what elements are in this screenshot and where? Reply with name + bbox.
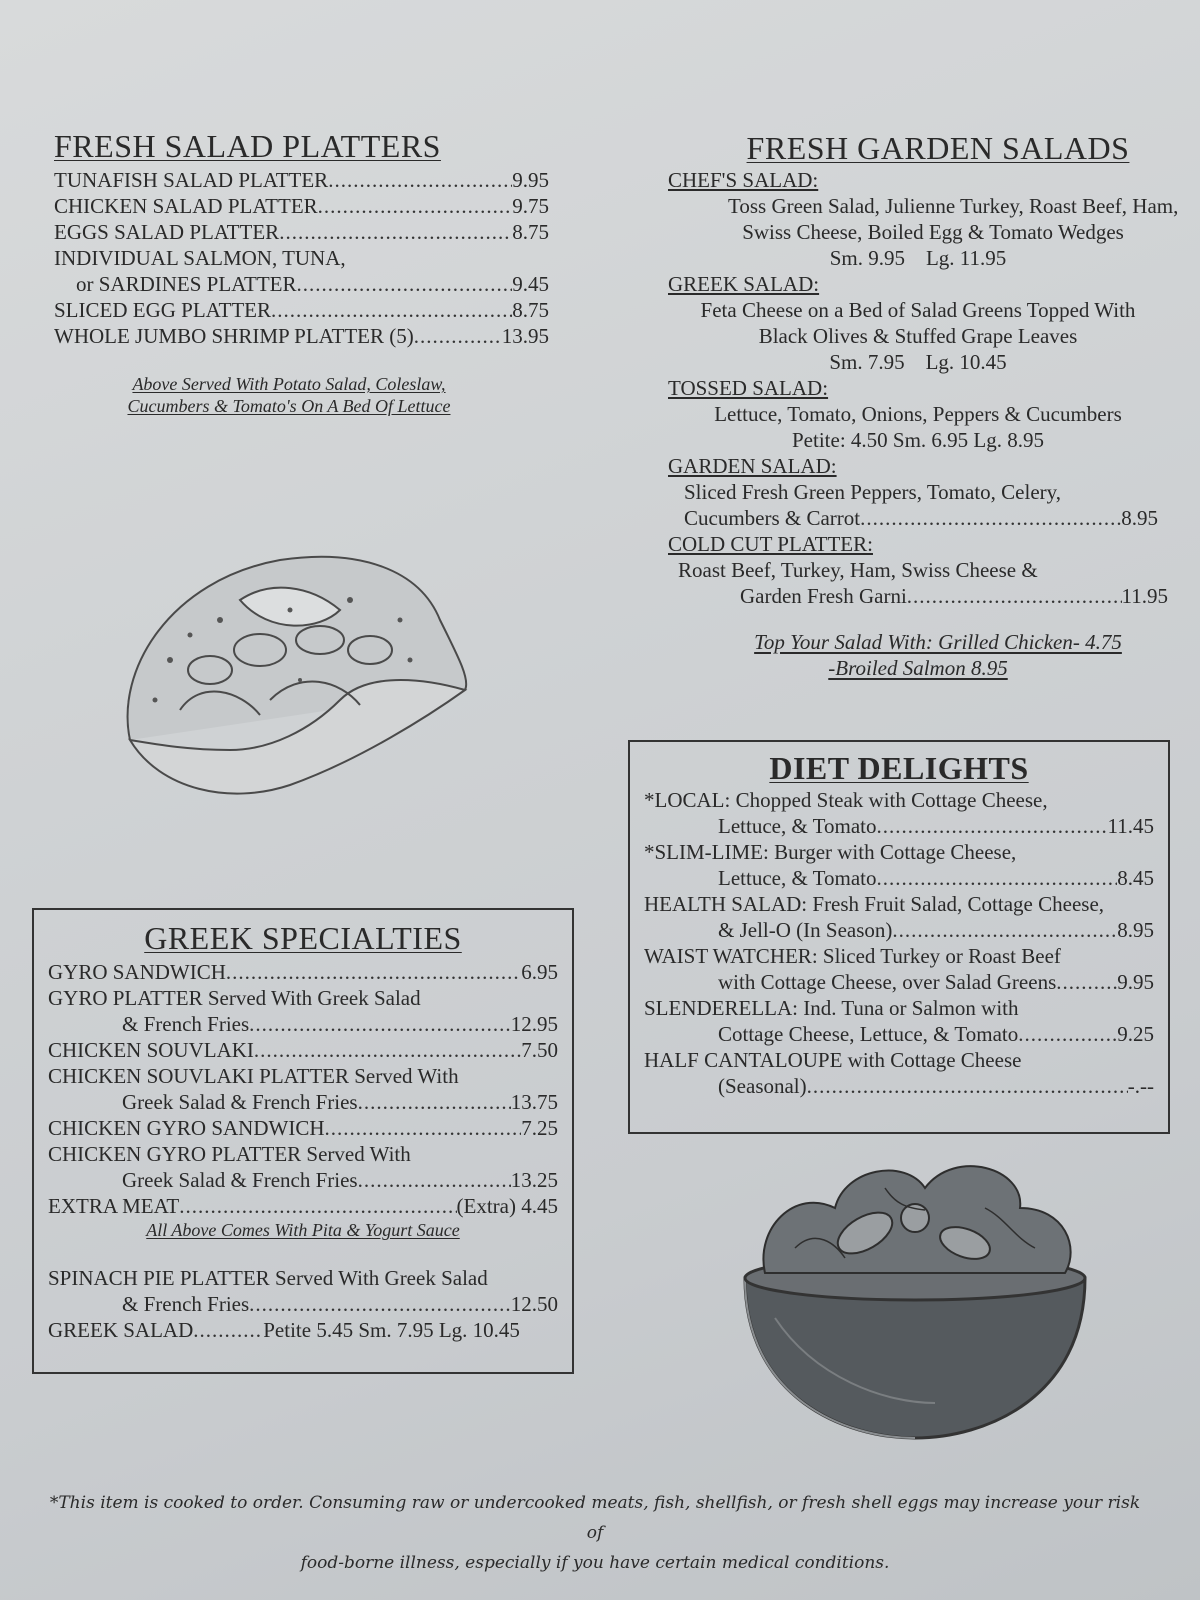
greek-salad-desc: Feta Cheese on a Bed of Salad Greens Topped With xyxy=(700,298,1136,322)
item-price: -.-- xyxy=(1127,1074,1154,1098)
item-name: Cottage Cheese, Lettuce, & Tomato xyxy=(718,1022,1019,1046)
menu-item xyxy=(54,297,549,323)
topping-note: -Broiled Salmon 8.95 xyxy=(828,656,1008,680)
item-price: 9.25 xyxy=(1117,1022,1154,1046)
tossed-salad-prices: Petite: 4.50 Sm. 6.95 Lg. 8.95 xyxy=(792,428,1044,452)
menu-item xyxy=(644,1073,1154,1099)
item-name: Lettuce, & Tomato xyxy=(718,814,877,838)
item-name: EGGS SALAD PLATTER xyxy=(54,220,280,244)
cold-cut-heading: COLD CUT PLATTER: xyxy=(668,532,873,556)
menu-item xyxy=(668,505,1168,531)
item-name: CHICKEN GYRO SANDWICH xyxy=(48,1116,325,1140)
item-name: HALF CANTALOUPE with Cottage Cheese xyxy=(644,1048,1022,1072)
chefs-salad-heading: CHEF'S SALAD: xyxy=(668,168,819,192)
item-price: 13.95 xyxy=(501,324,549,348)
salad-platters-title: FRESH SALAD PLATTERS xyxy=(54,128,441,164)
item-name: *LOCAL: Chopped Steak with Cottage Cheese, xyxy=(644,788,1048,812)
topping-note: Top Your Salad With: Grilled Chicken- 4.75 xyxy=(754,630,1122,654)
item-name: Garden Fresh Garni xyxy=(740,584,907,608)
item-name: CHICKEN SOUVLAKI xyxy=(48,1038,254,1062)
menu-item xyxy=(668,583,1168,609)
item-name: GYRO SANDWICH xyxy=(48,960,226,984)
item-price: 7.50 xyxy=(521,1038,558,1062)
note-line: Cucumbers & Tomato's On A Bed Of Lettuce xyxy=(127,396,451,416)
salad-bowl-illustration xyxy=(735,1148,1095,1448)
menu-item xyxy=(48,1089,558,1115)
greek-salad-prices: Sm. 7.95 Lg. 10.45 xyxy=(829,350,1007,374)
item-price: 8.95 xyxy=(1121,506,1158,530)
garden-salads-section xyxy=(668,130,1179,681)
item-name: HEALTH SALAD: Fresh Fruit Salad, Cottage Cheese, xyxy=(644,892,1105,916)
item-name: WAIST WATCHER: Sliced Turkey or Roast Beef xyxy=(644,944,1061,968)
menu-item xyxy=(54,323,549,349)
item-name: & French Fries xyxy=(122,1292,250,1316)
menu-item xyxy=(48,1037,558,1063)
menu-item xyxy=(644,1021,1154,1047)
menu-item xyxy=(54,271,549,297)
item-name: & French Fries xyxy=(122,1012,250,1036)
item-price: 9.95 xyxy=(512,168,549,192)
menu-item xyxy=(54,193,549,219)
item-name: SPINACH PIE PLATTER Served With Greek Salad xyxy=(48,1266,488,1290)
item-name: GYRO PLATTER Served With Greek Salad xyxy=(48,986,421,1010)
menu-item xyxy=(644,969,1154,995)
menu-item xyxy=(48,1167,558,1193)
item-price: 9.45 xyxy=(512,272,549,296)
item-name: with Cottage Cheese, over Salad Greens xyxy=(718,970,1057,994)
item-price: 13.25 xyxy=(510,1168,558,1192)
menu-item xyxy=(644,865,1154,891)
item-price: 6.95 xyxy=(521,960,558,984)
item-name: (Seasonal) xyxy=(718,1074,807,1098)
greek-salad-heading: GREEK SALAD: xyxy=(668,272,820,296)
item-name: EXTRA MEAT xyxy=(48,1194,180,1218)
item-name: *SLIM-LIME: Burger with Cottage Cheese, xyxy=(644,840,1017,864)
greek-specialties-box xyxy=(32,908,574,1374)
menu-item xyxy=(54,219,549,245)
item-price: 12.95 xyxy=(510,1012,558,1036)
cold-cut-desc: Roast Beef, Turkey, Ham, Swiss Cheese & xyxy=(678,558,1038,582)
chefs-salad-prices: Sm. 9.95 Lg. 11.95 xyxy=(829,246,1007,270)
item-price: 9.75 xyxy=(512,194,549,218)
platters-note xyxy=(94,373,484,417)
diet-delights-title: DIET DELIGHTS xyxy=(769,750,1029,786)
pita-note: All Above Comes With Pita & Yogurt Sauce xyxy=(146,1220,460,1240)
chefs-salad-desc: Swiss Cheese, Boiled Egg & Tomato Wedges xyxy=(742,220,1124,244)
item-price: 12.50 xyxy=(510,1292,558,1316)
menu-item xyxy=(54,167,549,193)
garden-salad-desc: Sliced Fresh Green Peppers, Tomato, Celery, xyxy=(684,480,1062,504)
salad-platters-section xyxy=(54,128,549,417)
item-name: Lettuce, & Tomato xyxy=(718,866,877,890)
diet-delights-box xyxy=(628,740,1170,1134)
item-price: 11.45 xyxy=(1107,814,1154,838)
item-price: Petite 5.45 Sm. 7.95 Lg. 10.45 xyxy=(263,1318,520,1342)
item-price: 7.25 xyxy=(521,1116,558,1140)
item-price: 13.75 xyxy=(510,1090,558,1114)
item-price: 11.95 xyxy=(1121,584,1168,608)
item-name: SLENDERELLA: Ind. Tuna or Salmon with xyxy=(644,996,1019,1020)
item-price: 8.95 xyxy=(1117,918,1154,942)
item-name: INDIVIDUAL SALMON, TUNA, xyxy=(54,246,346,270)
footer-disclaimer xyxy=(40,1488,1150,1578)
footer-line: food-borne illness, especially if you have certain medical conditions. xyxy=(300,1553,890,1573)
tossed-salad-desc: Lettuce, Tomato, Onions, Peppers & Cucumbers xyxy=(714,402,1122,426)
menu-item xyxy=(48,1193,558,1219)
garden-salads-title: FRESH GARDEN SALADS xyxy=(746,130,1130,166)
item-name: WHOLE JUMBO SHRIMP PLATTER (5) xyxy=(54,324,414,348)
item-name: Greek Salad & French Fries xyxy=(122,1090,358,1114)
item-price: 8.75 xyxy=(512,298,549,322)
item-name: Cucumbers & Carrot xyxy=(684,506,861,530)
item-name: CHICKEN SALAD PLATTER xyxy=(54,194,318,218)
item-name: CHICKEN SOUVLAKI PLATTER Served With xyxy=(48,1064,459,1088)
item-price: 9.95 xyxy=(1117,970,1154,994)
item-name: GREEK SALAD xyxy=(48,1318,194,1342)
item-name: CHICKEN GYRO PLATTER Served With xyxy=(48,1142,411,1166)
item-name: Greek Salad & French Fries xyxy=(122,1168,358,1192)
footer-line: *This item is cooked to order. Consuming raw or undercooked meats, fish, shellfish, or fresh shell eggs may increase your risk of xyxy=(49,1493,1141,1543)
greek-specialties-title: GREEK SPECIALTIES xyxy=(144,920,462,956)
menu-item xyxy=(48,1317,558,1343)
menu-item xyxy=(48,1291,558,1317)
item-price: (Extra) 4.45 xyxy=(456,1194,558,1218)
gyro-illustration xyxy=(110,540,480,810)
item-price: 8.75 xyxy=(512,220,549,244)
menu-item xyxy=(48,1011,558,1037)
greek-salad-desc: Black Olives & Stuffed Grape Leaves xyxy=(758,324,1078,348)
item-name: or SARDINES PLATTER xyxy=(76,272,297,296)
menu-item xyxy=(644,813,1154,839)
item-price: 8.45 xyxy=(1117,866,1154,890)
menu-item xyxy=(48,1115,558,1141)
item-name: & Jell-O (In Season) xyxy=(718,918,893,942)
menu-item xyxy=(48,959,558,985)
menu-item xyxy=(644,917,1154,943)
note-line: Above Served With Potato Salad, Coleslaw, xyxy=(132,374,446,394)
item-name: SLICED EGG PLATTER xyxy=(54,298,271,322)
garden-salad-heading: GARDEN SALAD: xyxy=(668,454,837,478)
item-name: TUNAFISH SALAD PLATTER xyxy=(54,168,329,192)
tossed-salad-heading: TOSSED SALAD: xyxy=(668,376,829,400)
chefs-salad-desc: Toss Green Salad, Julienne Turkey, Roast Beef, Ham, xyxy=(728,194,1179,218)
